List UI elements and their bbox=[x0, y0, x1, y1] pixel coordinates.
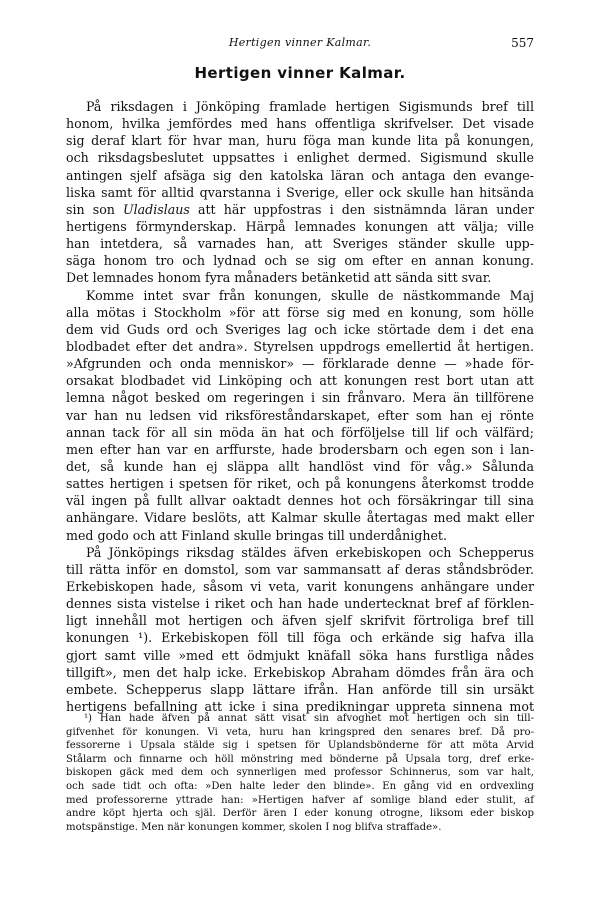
body-line: »Afgrunden och onda menniskor» — förklarade denne — »hade för- bbox=[66, 356, 534, 372]
body-line: annan tack för all sin möda än hat och förföljelse till lif och välfärd; bbox=[66, 424, 534, 440]
body-line: sattes hertigen i spetsen för riket, och på konungens återkomst trodde bbox=[66, 476, 534, 492]
footnote-line: biskopen gäck med dem och synnerligen med professor Schinnerus, som var halt, bbox=[66, 767, 534, 779]
body-line: han intetdera, så varnades han, att Sveriges ständer skulle upp- bbox=[66, 236, 534, 252]
body-line: alla mötas i Stockholm »för att förse sig med en konung, som hölle bbox=[66, 304, 534, 320]
body-line: Komme intet svar från konungen, skulle de nästkommande Maj bbox=[86, 287, 534, 303]
body-line: liska samt för alltid qvarstanna i Sverige, eller ock skulle han hitsända bbox=[66, 184, 534, 200]
footnote-line: ¹) Han hade äfven på annat sätt visat sin afvoghet mot hertigen och sin till- bbox=[84, 713, 534, 724]
body-line: sin son Uladislaus att här uppfostras i den sistnämnda läran under bbox=[66, 201, 534, 217]
body-line: blodbadet efter det andra». Styrelsen uppdrogs emellertid åt hertigen. bbox=[66, 338, 534, 354]
body-line: med godo och att Finland skulle bringas till underdånighet. bbox=[66, 527, 447, 543]
body-line: men efter han var en arffurste, hade brodersbarn och egen son i lan- bbox=[66, 441, 534, 457]
body-line: embete. Schepperus slapp lättare ifrån. Han anförde till sin ursäkt bbox=[66, 681, 534, 697]
footnote bbox=[66, 712, 534, 834]
body-line: till rätta inför en domstol, som var sammansatt af deras ståndsbröder. bbox=[66, 561, 534, 577]
footnote-line: och sade tidt och ofta: »Den halte leder den blinde». En gång vid en ordvexling bbox=[66, 780, 534, 792]
body-line: honom, hvilka jemfördes med hans offentliga skrifvelser. Det visade bbox=[66, 116, 534, 132]
running-head bbox=[66, 36, 534, 52]
body-line: säga honom tro och lydnad och se sig om efter en annan konung. bbox=[66, 253, 534, 269]
footnote-line: andre köpt hjerta och själ. Derför ären I eder konung otrogne, liksom eder biskop bbox=[66, 808, 534, 820]
body-line: Erkebiskopen hade, såsom vi veta, varit konungens anhängare under bbox=[66, 578, 534, 594]
page-number: 557 bbox=[511, 36, 534, 50]
italic-name: Uladislaus bbox=[123, 201, 190, 217]
body-line: konungen ¹). Erkebiskopen föll till föga och erkände sig hafva illa bbox=[66, 630, 534, 646]
footnote-line: motspänstige. Men när konungen kommer, skolen I nog blifva straffade». bbox=[66, 821, 442, 833]
footnote-line: med professorerne yttrade han: »Hertigen hafver af somlige bland eder stulit, af bbox=[66, 794, 534, 806]
body-line: hertigens befallning att icke i sina predikningar uppreta sinnena mot bbox=[66, 698, 534, 714]
body-line: väl ingen på fullt allvar oaktadt dennes hot och försäkringar till sina bbox=[66, 493, 534, 509]
body-line: antingen sjelf afsäga sig den katolska läran och antaga den evange- bbox=[66, 167, 534, 183]
chapter-heading: Hertigen vinner Kalmar. bbox=[194, 64, 406, 82]
body-line: och riksdagsbeslutet uppsattes i enlighet dermed. Sigismund skulle bbox=[66, 150, 534, 166]
footnote-line: Stålarm och finnarne och höll mönstring med bönderne på Upsala torg, dref erke- bbox=[66, 753, 534, 765]
body-line: dem vid Guds ord och Sveriges lag och icke störtade dem i det ena bbox=[66, 321, 534, 337]
body-line: orsakat blodbadet vid Linköping och att konungen rest bort utan att bbox=[66, 373, 534, 389]
body-line: sig deraf klart för hvar man, huru föga man kunde lita på konungen, bbox=[66, 133, 534, 149]
body-line: lemna något besked om regeringen i sin frånvaro. Mera än tillförene bbox=[66, 390, 534, 406]
body-line: På riksdagen i Jönköping framlade hertigen Sigismunds bref till bbox=[86, 99, 534, 114]
running-head-title: Hertigen vinner Kalmar. bbox=[228, 36, 372, 49]
footnote-line: fessorerne i Upsala stälde sig i spetsen för Uplandsbönderne för att möta Arvid bbox=[66, 740, 534, 752]
body-line: På Jönköpings riksdag stäldes äfven erkebiskopen och Schepperus bbox=[86, 544, 534, 560]
body-line: anhängare. Vidare beslöts, att Kalmar skulle återtagas med makt eller bbox=[66, 510, 534, 526]
body-text bbox=[66, 98, 534, 715]
body-line: gjort samt ville »med ett ödmjukt knäfall söka hans furstliga nådes bbox=[66, 647, 534, 663]
body-line: ligt innehåll mot hertigen och äfven sjelf skrifvit förtroliga bref till bbox=[66, 613, 534, 629]
body-line: tillgift», men det halp icke. Erkebiskop Abraham dömdes från ära och bbox=[66, 664, 534, 680]
footnote-line: gifvenhet för konungen. Vi veta, huru han kringspred den senares bref. Då pro- bbox=[66, 726, 534, 738]
body-line: Det lemnades honom fyra månaders betänketid att sända sitt svar. bbox=[66, 270, 492, 286]
body-line: var han nu ledsen vid riksföreståndarskapet, efter som han ej rönte bbox=[66, 407, 534, 423]
body-line: dennes sista vistelse i riket och han hade undertecknat bref af förklen- bbox=[66, 596, 534, 612]
body-line: hertigens förmynderskap. Härpå lemnades konungen att välja; ville bbox=[66, 218, 534, 234]
body-line: det, så kunde han ej släppa allt handlöst vind för våg.» Sålunda bbox=[66, 458, 534, 474]
